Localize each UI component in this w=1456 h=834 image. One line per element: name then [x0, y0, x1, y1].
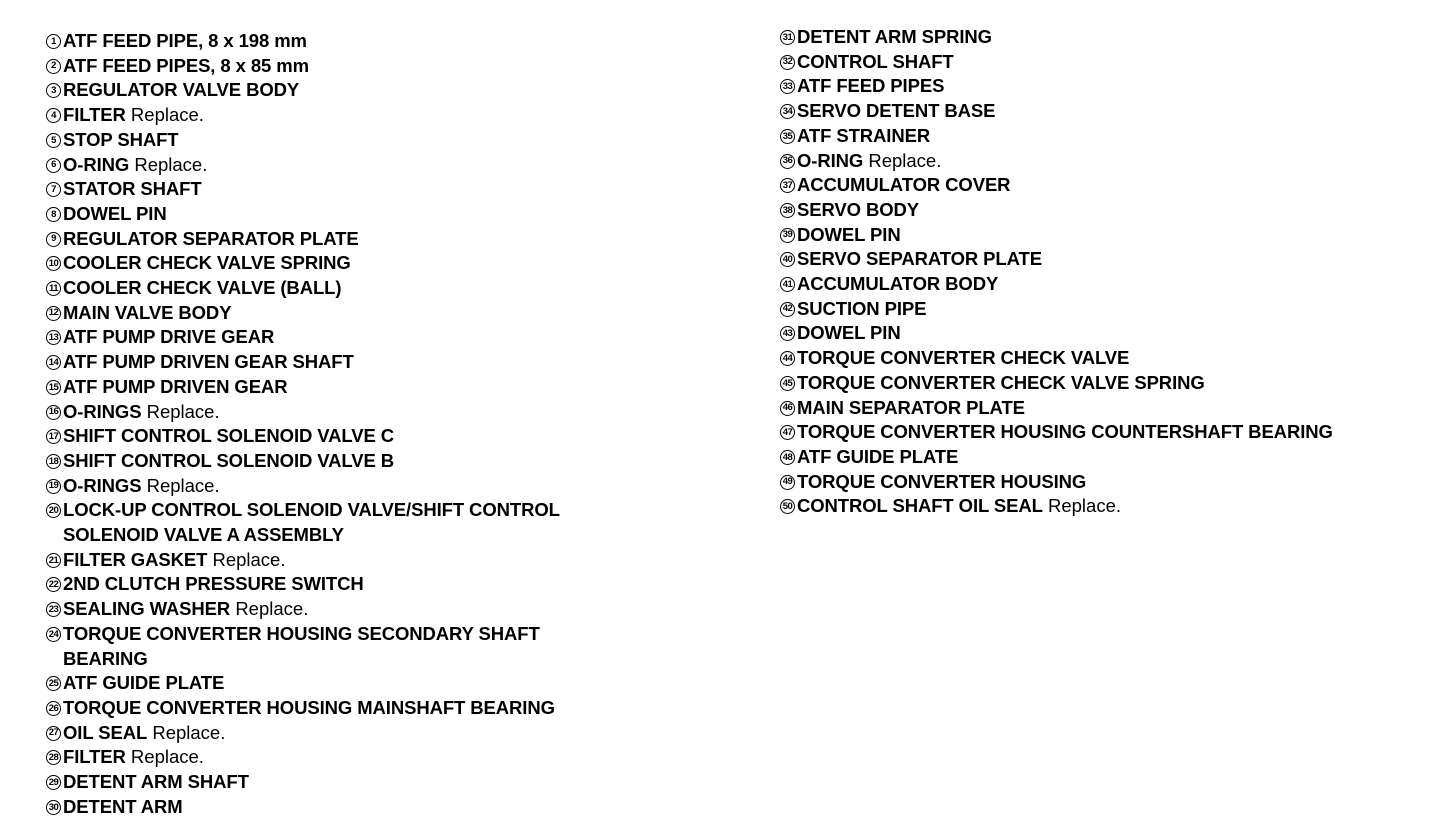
part-number-badge: 9: [46, 232, 61, 247]
part-name: O-RING: [63, 153, 130, 175]
part-item-48: [780, 445, 1450, 470]
part-name: 2ND CLUTCH PRESSURE SWITCH: [63, 573, 364, 595]
part-name: ATF PUMP DRIVEN GEAR: [63, 375, 288, 397]
part-text: [63, 375, 623, 400]
part-number-badge: 38: [780, 203, 795, 218]
part-number-badge: 22: [46, 577, 61, 592]
part-item-42: [780, 297, 1450, 322]
part-name: ATF PUMP DRIVEN GEAR SHAFT: [63, 351, 354, 373]
part-number-badge: 7: [46, 182, 61, 197]
part-number-badge: 19: [46, 479, 61, 494]
part-number-badge: 28: [46, 750, 61, 765]
part-text: [63, 795, 623, 820]
part-text: [797, 149, 941, 174]
part-number-badge: 25: [46, 676, 61, 691]
part-item-1: [46, 29, 746, 54]
part-name: COOLER CHECK VALVE SPRING: [63, 252, 351, 274]
part-item-40: [780, 247, 1450, 272]
part-item-12: [46, 301, 746, 326]
part-name: FILTER: [63, 746, 126, 768]
part-name: TORQUE CONVERTER CHECK VALVE SPRING: [797, 371, 1205, 393]
part-number-badge: 8: [46, 207, 61, 222]
part-text: [63, 128, 623, 153]
part-item-50: [780, 494, 1450, 519]
parts-list-right-column: [780, 25, 1450, 519]
part-text: [63, 622, 623, 671]
part-number-badge: 12: [46, 306, 61, 321]
part-text: [63, 202, 623, 227]
part-name: TORQUE CONVERTER HOUSING MAINSHAFT BEARING: [63, 696, 555, 718]
part-text: [797, 173, 1010, 198]
part-item-22: [46, 572, 746, 597]
part-number-badge: 4: [46, 108, 61, 123]
part-name: ATF FEED PIPES: [797, 75, 945, 97]
part-text: [63, 29, 623, 54]
part-item-14: [46, 350, 746, 375]
part-note: Replace.: [130, 104, 204, 126]
part-name: SERVO BODY: [797, 198, 920, 220]
part-name: FILTER GASKET: [63, 548, 208, 570]
part-item-49: [780, 470, 1450, 495]
part-text: [63, 251, 623, 276]
part-item-29: [46, 770, 746, 795]
part-text: [797, 74, 944, 99]
part-name: O-RINGS: [63, 400, 142, 422]
part-item-9: [46, 227, 746, 252]
part-name: DOWEL PIN: [797, 322, 901, 344]
part-text: [63, 474, 623, 499]
part-number-badge: 35: [780, 129, 795, 144]
part-name: O-RINGS: [63, 474, 142, 496]
part-item-20: [46, 498, 746, 547]
part-name: STOP SHAFT: [63, 128, 179, 150]
part-item-18: [46, 449, 746, 474]
part-note: Replace.: [146, 400, 220, 422]
part-item-21: [46, 548, 746, 573]
part-text: [797, 247, 1042, 272]
part-number-badge: 2: [46, 59, 61, 74]
part-name: REGULATOR VALVE BODY: [63, 79, 300, 101]
part-item-23: [46, 597, 746, 622]
part-number-badge: 37: [780, 178, 795, 193]
part-number-badge: 39: [780, 228, 795, 243]
part-item-8: [46, 202, 746, 227]
part-number-badge: 32: [780, 55, 795, 70]
part-item-33: [780, 74, 1450, 99]
part-text: [63, 54, 623, 79]
part-text: [797, 25, 992, 50]
part-note: Replace.: [868, 149, 942, 171]
part-number-badge: 11: [46, 281, 61, 296]
part-note: Replace.: [1047, 495, 1121, 517]
part-name: DETENT ARM SHAFT: [63, 771, 249, 793]
part-item-19: [46, 474, 746, 499]
part-name: ATF GUIDE PLATE: [63, 672, 225, 694]
part-item-36: [780, 149, 1450, 174]
part-name: ATF PUMP DRIVE GEAR: [63, 326, 275, 348]
part-name: SUCTION PIPE: [797, 297, 927, 319]
part-name: SEALING WASHER: [63, 598, 231, 620]
part-text: [63, 177, 623, 202]
part-text: [797, 124, 930, 149]
part-item-47: [780, 420, 1450, 445]
part-number-badge: 16: [46, 405, 61, 420]
part-number-badge: 20: [46, 503, 61, 518]
part-item-16: [46, 400, 746, 425]
part-text: [797, 420, 1333, 445]
part-number-badge: 10: [46, 256, 61, 271]
part-item-37: [780, 173, 1450, 198]
part-item-32: [780, 50, 1450, 75]
part-item-41: [780, 272, 1450, 297]
part-number-badge: 6: [46, 158, 61, 173]
part-item-24: [46, 622, 746, 671]
part-item-26: [46, 696, 746, 721]
part-text: [63, 721, 623, 746]
part-number-badge: 50: [780, 499, 795, 514]
part-name: SHIFT CONTROL SOLENOID VALVE B: [63, 449, 395, 471]
part-number-badge: 46: [780, 401, 795, 416]
part-name: SERVO SEPARATOR PLATE: [797, 248, 1042, 270]
part-text: [63, 449, 623, 474]
part-name: TORQUE CONVERTER HOUSING: [797, 470, 1087, 492]
part-text: [797, 494, 1121, 519]
part-item-5: [46, 128, 746, 153]
part-text: [63, 350, 623, 375]
part-name: ATF GUIDE PLATE: [797, 445, 959, 467]
part-note: Replace.: [212, 548, 286, 570]
part-item-34: [780, 99, 1450, 124]
part-item-46: [780, 396, 1450, 421]
part-text: [63, 671, 623, 696]
part-text: [63, 770, 623, 795]
part-number-badge: 21: [46, 553, 61, 568]
part-text: [797, 445, 958, 470]
part-note: Replace.: [152, 721, 226, 743]
part-number-badge: 44: [780, 351, 795, 366]
part-number-badge: 14: [46, 355, 61, 370]
part-note: Replace.: [235, 598, 309, 620]
part-note: Replace.: [146, 474, 220, 496]
part-item-30: [46, 795, 746, 820]
part-number-badge: 29: [46, 775, 61, 790]
part-item-2: [46, 54, 746, 79]
part-item-39: [780, 223, 1450, 248]
part-note: Replace.: [134, 153, 208, 175]
part-item-10: [46, 251, 746, 276]
part-number-badge: 24: [46, 627, 61, 642]
part-name: CONTROL SHAFT: [797, 50, 954, 72]
part-number-badge: 13: [46, 330, 61, 345]
part-item-45: [780, 371, 1450, 396]
part-name: MAIN VALVE BODY: [63, 301, 232, 323]
part-name: LOCK-UP CONTROL SOLENOID VALVE/SHIFT CONTROL SOLENOID VALVE A ASSEMBLY: [63, 499, 560, 546]
part-number-badge: 33: [780, 79, 795, 94]
part-number-badge: 15: [46, 380, 61, 395]
part-name: CONTROL SHAFT OIL SEAL: [797, 495, 1043, 517]
part-name: ATF STRAINER: [797, 124, 931, 146]
part-text: [63, 103, 623, 128]
part-text: [63, 498, 623, 547]
part-number-badge: 36: [780, 154, 795, 169]
part-name: MAIN SEPARATOR PLATE: [797, 396, 1025, 418]
part-note: Replace.: [130, 746, 204, 768]
part-text: [63, 153, 623, 178]
part-number-badge: 23: [46, 602, 61, 617]
part-number-badge: 17: [46, 429, 61, 444]
part-text: [63, 276, 623, 301]
part-name: SERVO DETENT BASE: [797, 100, 996, 122]
part-text: [63, 597, 623, 622]
part-name: ACCUMULATOR BODY: [797, 273, 999, 295]
part-name: STATOR SHAFT: [63, 178, 202, 200]
part-number-badge: 31: [780, 30, 795, 45]
part-item-6: [46, 153, 746, 178]
part-text: [63, 548, 623, 573]
part-text: [63, 400, 623, 425]
part-number-badge: 3: [46, 83, 61, 98]
part-text: [63, 696, 623, 721]
part-item-28: [46, 745, 746, 770]
part-text: [797, 396, 1025, 421]
part-name: TORQUE CONVERTER HOUSING COUNTERSHAFT BEARING: [797, 421, 1333, 443]
part-item-31: [780, 25, 1450, 50]
part-number-badge: 40: [780, 252, 795, 267]
part-number-badge: 34: [780, 104, 795, 119]
part-item-17: [46, 424, 746, 449]
part-number-badge: 18: [46, 454, 61, 469]
part-number-badge: 30: [46, 800, 61, 815]
part-item-25: [46, 671, 746, 696]
part-number-badge: 5: [46, 133, 61, 148]
part-number-badge: 42: [780, 302, 795, 317]
part-item-38: [780, 198, 1450, 223]
part-text: [797, 50, 954, 75]
part-name: O-RING: [797, 149, 864, 171]
part-name: DETENT ARM SPRING: [797, 26, 992, 47]
part-number-badge: 41: [780, 277, 795, 292]
part-name: SHIFT CONTROL SOLENOID VALVE C: [63, 425, 395, 447]
part-number-badge: 27: [46, 726, 61, 741]
part-item-35: [780, 124, 1450, 149]
part-number-badge: 49: [780, 475, 795, 490]
part-text: [63, 227, 623, 252]
part-text: [797, 297, 926, 322]
part-number-badge: 1: [46, 34, 61, 49]
part-text: [797, 272, 998, 297]
part-number-badge: 26: [46, 701, 61, 716]
part-text: [797, 346, 1129, 371]
part-name: FILTER: [63, 104, 126, 126]
part-item-13: [46, 325, 746, 350]
part-text: [797, 198, 919, 223]
part-text: [63, 301, 623, 326]
part-text: [797, 99, 995, 124]
part-name: REGULATOR SEPARATOR PLATE: [63, 227, 359, 249]
part-name: DOWEL PIN: [797, 223, 901, 245]
part-text: [797, 470, 1086, 495]
part-number-badge: 43: [780, 326, 795, 341]
part-name: DOWEL PIN: [63, 202, 167, 224]
part-item-3: [46, 78, 746, 103]
part-item-15: [46, 375, 746, 400]
part-number-badge: 48: [780, 450, 795, 465]
part-item-43: [780, 321, 1450, 346]
part-text: [63, 572, 623, 597]
part-item-44: [780, 346, 1450, 371]
part-name: DETENT ARM: [63, 795, 183, 817]
part-item-4: [46, 103, 746, 128]
parts-list-left-column: [46, 29, 746, 820]
part-text: [63, 78, 623, 103]
part-name: OIL SEAL: [63, 721, 148, 743]
part-item-7: [46, 177, 746, 202]
part-text: [797, 321, 901, 346]
part-item-11: [46, 276, 746, 301]
part-number-badge: 47: [780, 425, 795, 440]
part-text: [797, 223, 901, 248]
part-text: [63, 325, 623, 350]
part-text: [63, 745, 623, 770]
part-text: [63, 424, 623, 449]
part-item-27: [46, 721, 746, 746]
part-name: TORQUE CONVERTER CHECK VALVE: [797, 347, 1130, 369]
part-name: TORQUE CONVERTER HOUSING SECONDARY SHAFT BEARING: [63, 622, 540, 669]
part-name: ACCUMULATOR COVER: [797, 174, 1011, 196]
part-name: ATF FEED PIPE, 8 x 198 mm: [63, 30, 307, 51]
part-text: [797, 371, 1205, 396]
part-number-badge: 45: [780, 376, 795, 391]
part-name: ATF FEED PIPES, 8 x 85 mm: [63, 54, 309, 76]
part-name: COOLER CHECK VALVE (BALL): [63, 277, 342, 299]
